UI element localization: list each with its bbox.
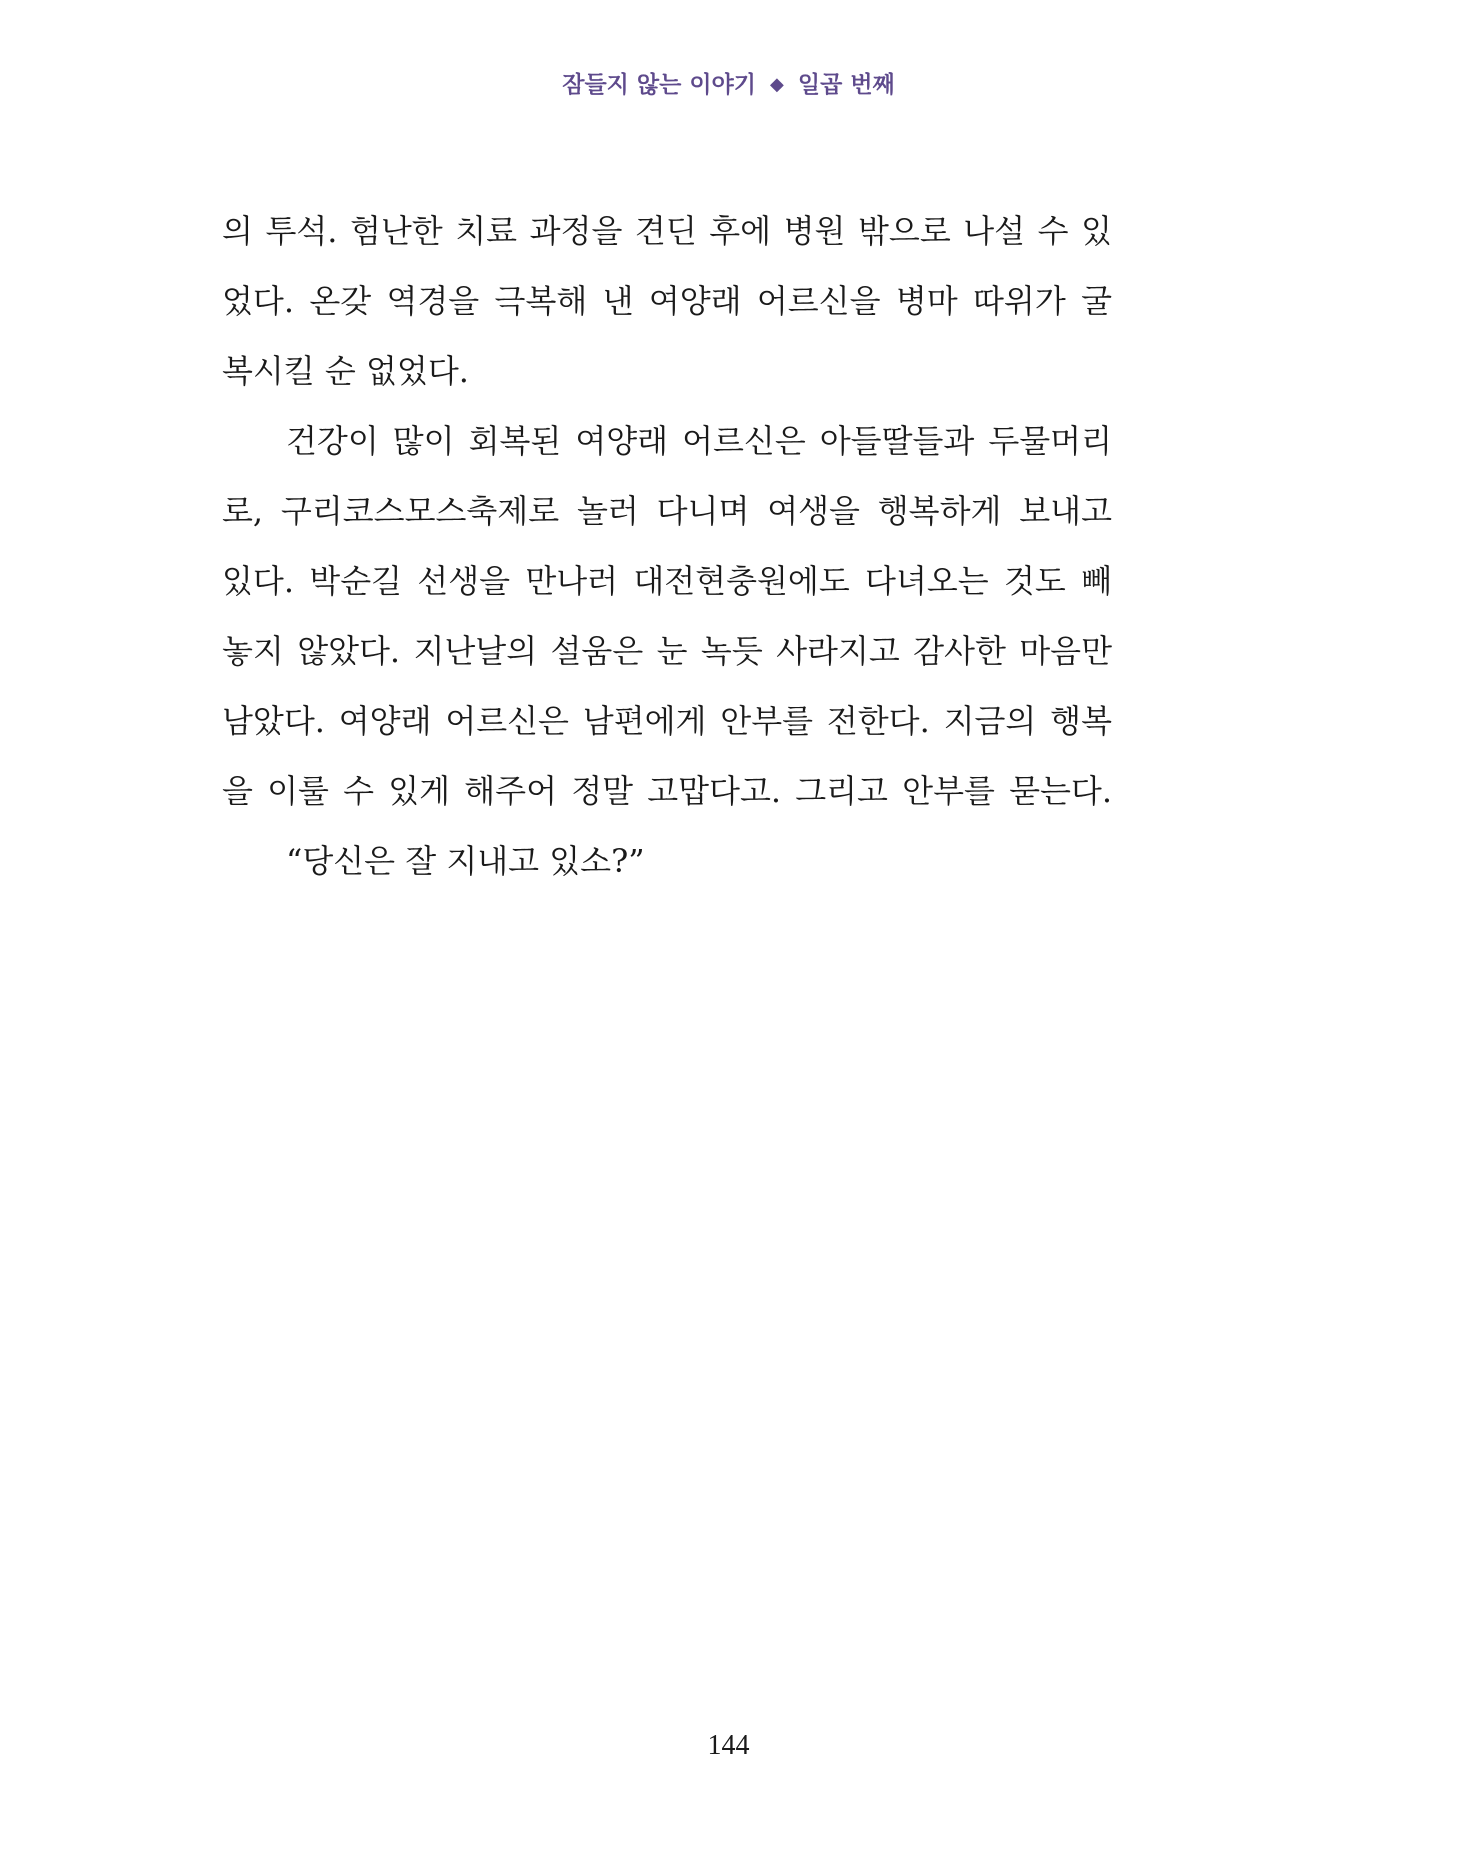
text-line: 로, 구리코스모스축제로 놀러 다니며 여생을 행복하게 보내고 <box>222 492 1112 530</box>
running-header <box>0 66 1457 99</box>
text-line: 었다. 온갖 역경을 극복해 낸 여양래 어르신을 병마 따위가 굴 <box>222 282 1112 320</box>
text-line: 의 투석. 험난한 치료 과정을 견딘 후에 병원 밖으로 나설 수 있 <box>222 212 1112 250</box>
text-line: 있다. 박순길 선생을 만나러 대전현충원에도 다녀오는 것도 빼 <box>222 562 1112 600</box>
book-title: 잠들지 않는 이야기 <box>562 72 756 98</box>
diamond-separator-icon: ◆ <box>770 74 784 95</box>
text-line: 놓지 않았다. 지난날의 설움은 눈 녹듯 사라지고 감사한 마음만 <box>222 632 1112 670</box>
text-line: 남았다. 여양래 어르신은 남편에게 안부를 전한다. 지금의 행복 <box>222 702 1112 740</box>
chapter-label: 일곱 번째 <box>797 72 895 98</box>
page-number: 144 <box>707 1730 750 1761</box>
text-line: 복시킬 순 없었다. <box>222 352 469 390</box>
text-line: 건강이 많이 회복된 여양래 어르신은 아들딸들과 두물머리 <box>286 422 1112 460</box>
text-line: 을 이룰 수 있게 해주어 정말 고맙다고. 그리고 안부를 묻는다. <box>222 772 1112 810</box>
body-text <box>222 208 1112 908</box>
text-line: “당신은 잘 지내고 있소?” <box>286 842 645 880</box>
